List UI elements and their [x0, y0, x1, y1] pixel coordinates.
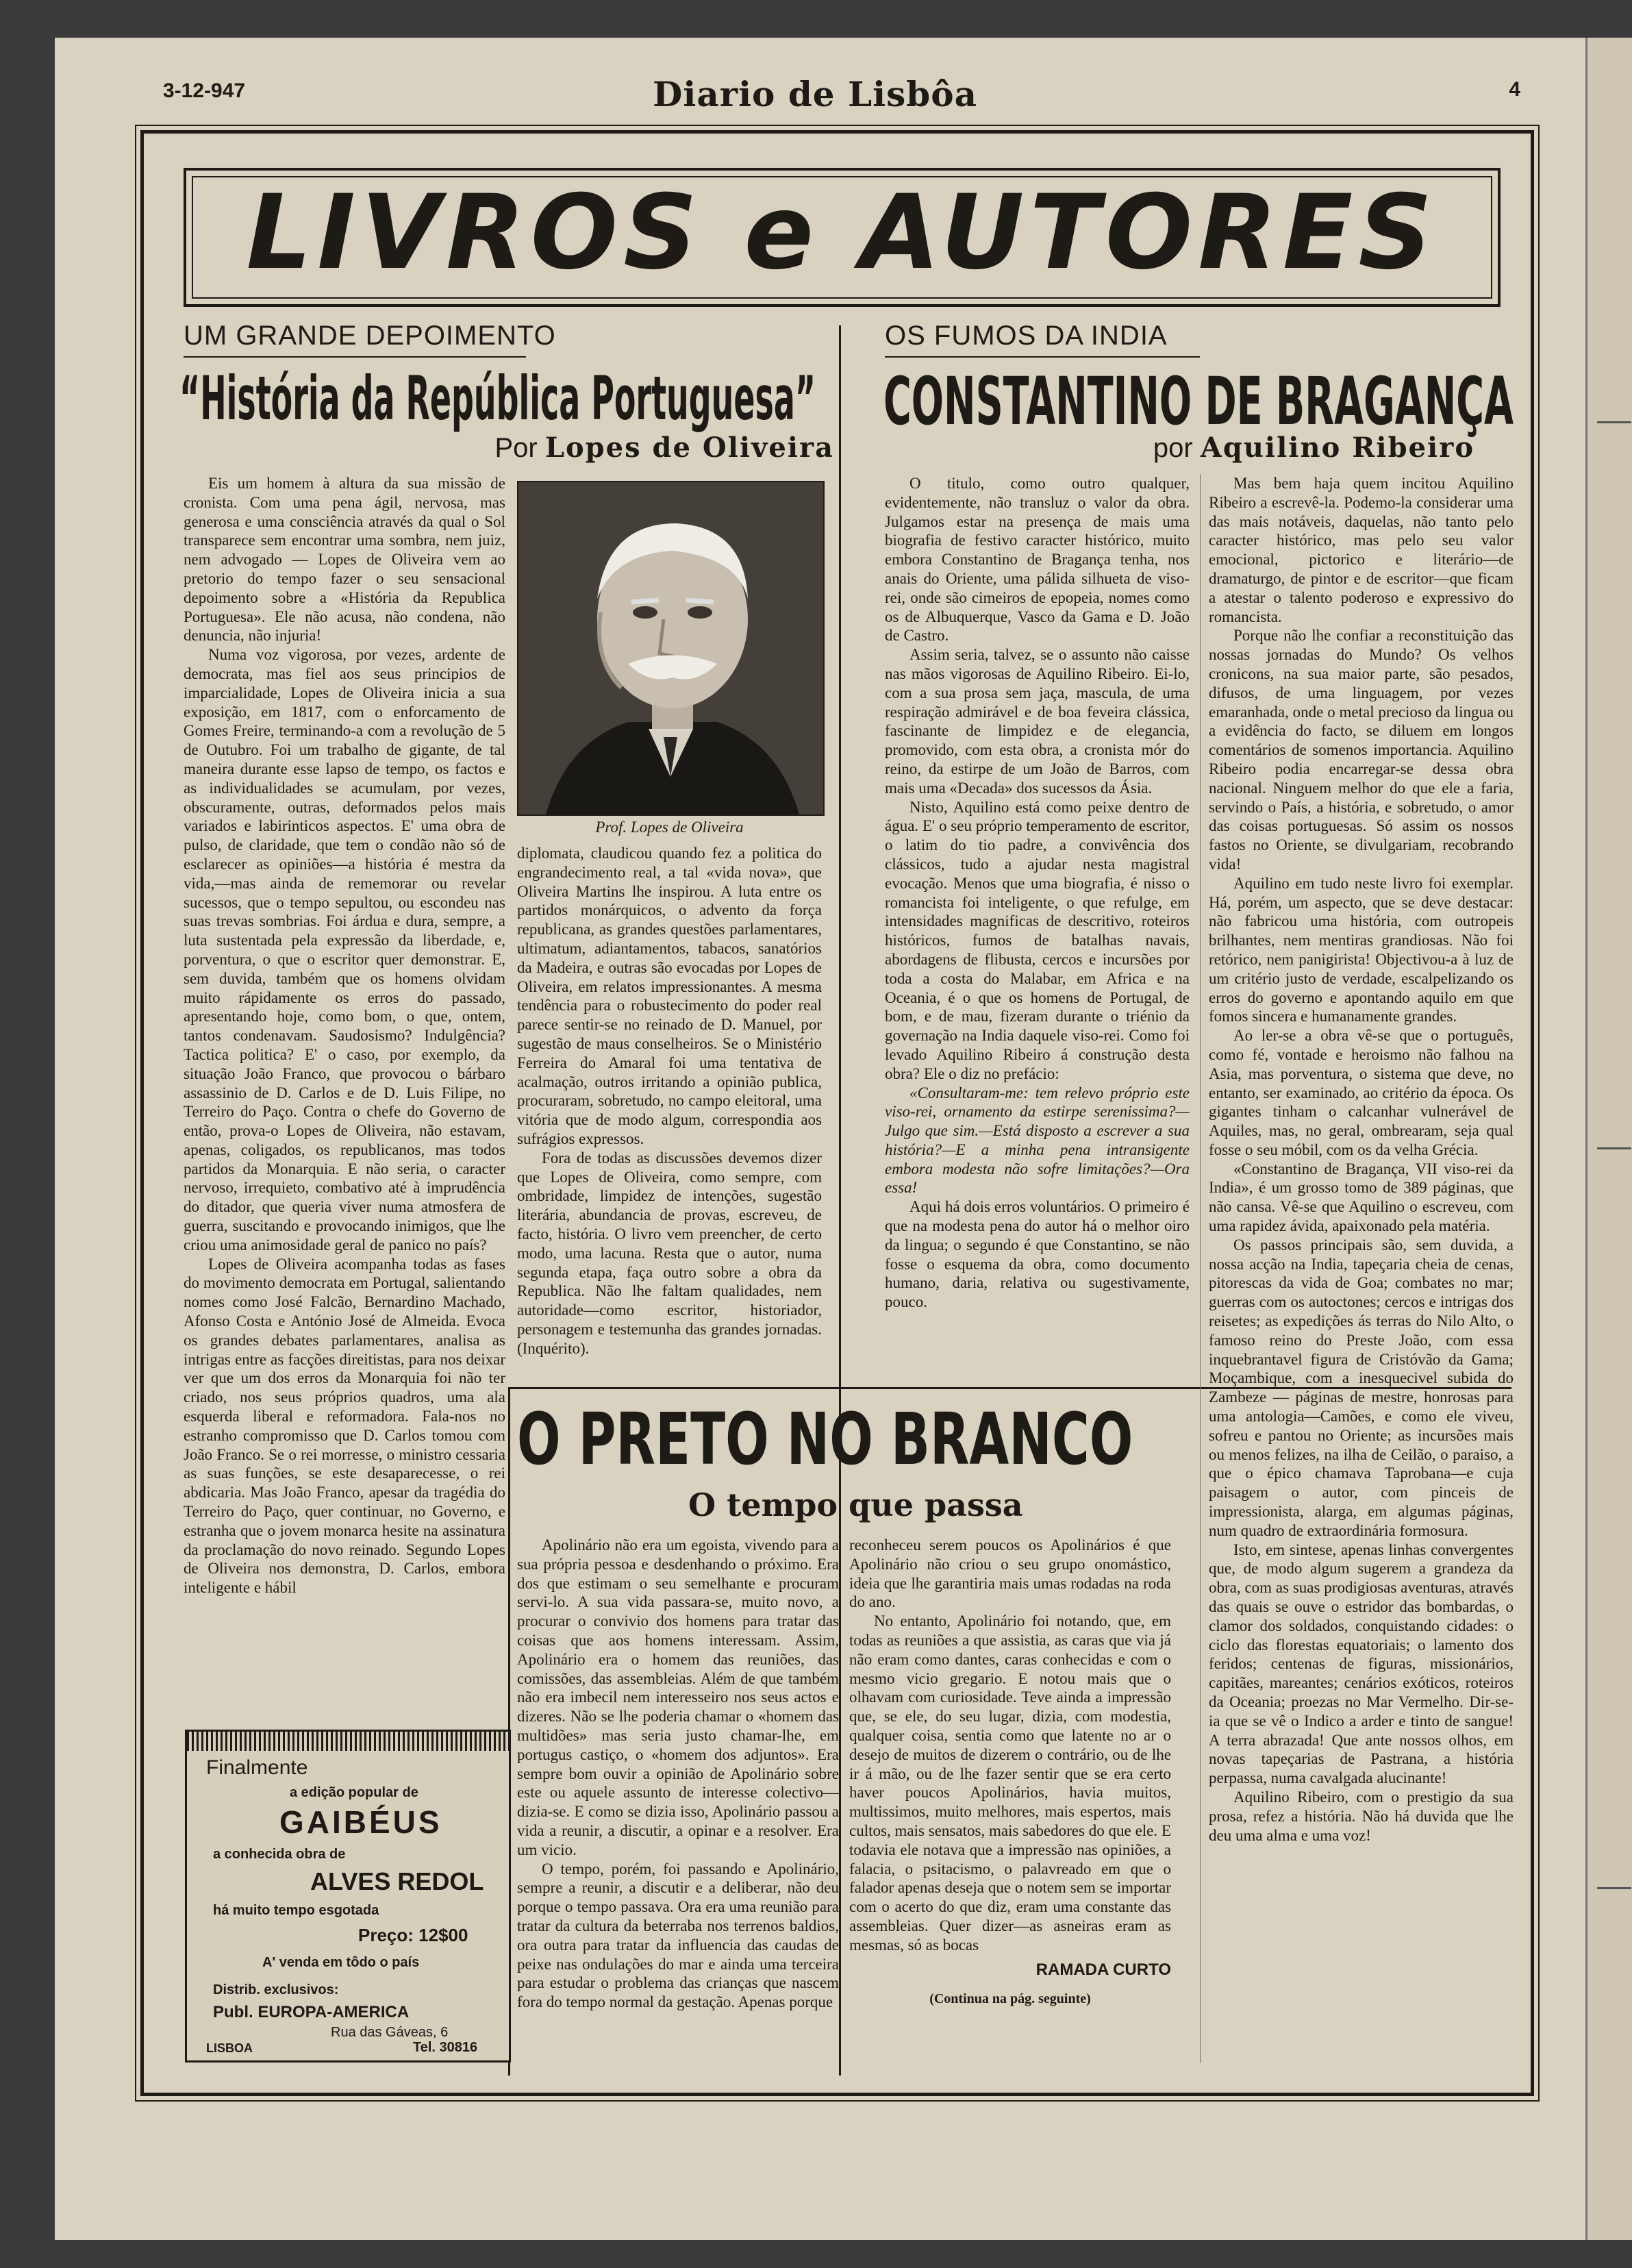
- paragraph: «Consultaram-me: tem relevo próprio este viso-rei, ornamento da estirpe serenissima?—Julgo que sim.—Está disposto a escrever a sua história?—E a minha pena intransigente embora modesta não sofre limitações?—Ora essa!: [885, 1084, 1190, 1197]
- book-advertisement: [185, 1730, 511, 2063]
- ad-phone: Tel. 30816: [413, 2040, 478, 2055]
- ad-book-title: GAIBÉUS: [279, 1804, 442, 1840]
- right-article-col2: [1209, 474, 1514, 2070]
- ad-author: ALVES REDOL: [310, 1867, 484, 1895]
- left-headline: “História da República Portuguesa”: [179, 363, 816, 434]
- paragraph: Numa voz vigorosa, por vezes, ardente de democrata, mas fiel aos seus principios de imparcialidade, Lopes de Oliveira inicia a sua exposição, em 1817, com o enforcamento de Gomes Freire, terminando-a com a revolução de 5 de Outubro. Foi um trabalho de gigante, de tal maneira durante esse lapso de tempo, os factos e as individualidades se acumulam, por vezes, obscuramente, outras, deformados pelos mais variados e labirinticos aspectos. E' uma obra de pulso, de claridade, que tem o condão não só de esclarecer as opiniões—a história é mestra da vida,—mas ainda de rememorar ou revelar sucessos, que o tempo sepultou, ou escondeu nas suas trevas sombrias. Foi árdua e dura, sempre, a luta sustentada pela expressão da liberdade, e, porventura, o que o escritor quer demonstrar. E, sem duvida, também que os homens olvidam muito rápidamente os erros do passado, apresentando hoje, como bom, o que, ontem, tantos condenavam. Saudosismo? Indulgência? Tactica politica? E' o caso, por exemplo, da situação João Franco, que provocou o bárbaro assassinio de D. Carlos e de D. Luis Filipe, no Terreiro do Paço. Contra o chefe do Governo de então, prova-o Lopes de Oliveira, não estavam, apenas, coligados, os republicanos, mas todos partidos da Monarquia. E não seria, o caracter nervoso, irrequieto, combativo até à imprudência do ditador, que queria viver numa atmosfera de guerra, suscitando e provocando inimigos, que lhe criou uma animosidade geral de panico no país?: [184, 646, 505, 1254]
- left-kicker: UM GRANDE DEPOIMENTO: [184, 321, 556, 351]
- center-column-rule: [839, 325, 841, 2076]
- ad-distributor: Publ. EUROPA-AMERICA: [213, 2003, 410, 2021]
- newspaper-name: Diario de Lisbôa: [652, 74, 978, 114]
- left-byline-author: Lopes de Oliveira: [544, 432, 834, 464]
- left-article-col2: [517, 844, 822, 1378]
- author-photo: [517, 481, 825, 816]
- paragraph: Aqui há dois erros voluntários. O primeiro é que na modesta pena do autor há o melhor oiro da lingua; o segundo é que Constantino, se não fosse o esquema da obra, como documento humano, daria, relativa ou sugestivamente, pouco.: [885, 1198, 1190, 1311]
- paragraph: Lopes de Oliveira acompanha todas as fases do movimento democrata em Portugal, salientando nomes como José Falcão, Bernardino Machado, Afonso Costa e António José de Almeida. Evoca os grandes debates parlamentares, analisa as intrigas entre as facções direitistas, para nos deixar ver que um dos erros da Monarquia foi não ter criado, nos seus próprios quadros, uma ala esquerda liberal e reformadora. Fala-nos no estranho compromisso que D. Carlos tomou com João Franco. Se o rei morresse, o ministro cessaria as suas funções, se este desaparecesse, o rei abdicaria. Mas João Franco, apesar da tragédia do Terreiro do Paço, quer continuar, no Governo, e estranha que o jovem monarca hesite na assinatura da proclamação do novo reinado. Segundo Lopes de Oliveira nos demonstra, D. Carlos, embora inteligente e hábil: [184, 1255, 505, 1597]
- paragraph: Apolinário não era um egoista, vivendo para a sua própria pessoa e desdenhando o próximo. Era dos que estimam o seu semelhante e procuram servi-lo. A sua vida passara-se, muito novo, a procurar o convivio dos homens para tratar das coisas que aos homens interessam. Assim, Apolinário era o homem das reuniões, das comissões, das assembleias. Além de que também não era imbecil nem interesseiro nos seus actos e dizeres. Não se lhe poderia chamar o «homem das multidões» mas seria justo chamar-lhe, em portugus castiço, o «homem dos adjuntos». Era sempre bom ouvir a opinião de Apolinário sobre este ou aquele assunto de interesse colectivo—dizia-se. E como se dizia isso, Apolinário passou a vida a reunir, a discutir, a opinar e a resolver. Era um vicio.: [517, 1536, 839, 1858]
- paragraph: Isto, em sintese, apenas linhas convergentes que, de modo algum sugerem a grandeza da obra, com as suas prodigiosas aventuras, através das quais se ouve o estridor das bombardas, o clamor dos soldados, conquistando cidades: o ciclo das florestas equatoriais; o lamento dos feridos; centenas de figuras, missionários, capitães, mareantes; cenários exóticos, roteiros da Oceania; proezas no Mar Vermelho. Dir-se-ia que se vê o Indico a arder e tinto de sangue! A terra abrazada! Que ante nossos olhos, em novas tapeçarias de Pastrana, a história perpassa, numa cavalgada alucinante!: [1209, 1541, 1514, 1787]
- left-byline-prefix: Por: [494, 433, 538, 463]
- issue-date: 3-12-947: [163, 79, 246, 102]
- right-kicker-underline: [885, 356, 1200, 358]
- paragraph: Aquilino Ribeiro, com o prestigio da sua prosa, refez a história. Não há duvida que lhe deu uma alma e uma voz!: [1209, 1788, 1514, 1844]
- paragraph: Assim seria, talvez, se o assunto não caisse nas mãos vigorosas de Aquilino Ribeiro. Ei-lo, com a sua prosa sem jaça, mascula, de uma respiração admirável e de boa feveira clássica, fascinante de limpidez e de elegancia, promovido, com esta obra, a cronista mór do reino, da estirpe de um João de Barros, com mais uma «Decada» dos sucessos da Ásia.: [885, 646, 1190, 797]
- right-kicker: OS FUMOS DA INDIA: [885, 321, 1168, 351]
- paragraph: No entanto, Apolinário foi notando, que, em todas as reuniões a que assistia, as caras que via já não eram como dantes, caras conhecidas e com o mesmo vicio gregario. E notou mais que o olhavam com curiosidade. Teve ainda a impressão que, se ele, do seu lugar, dizia, com modestia, qualquer coisa, sentia como que latente no ar o desejo de muitos de dizerem o contrário, ou de lhe ir á mão, ou de lhe fazer sentir que se era certo haver poucos Apolinários, havia muitos, multissimos, muito melhores, mais espertos, mais cultos, mais sensatos, mais sabedores do que ele. E todavia ele notava que a impressão nas opiniões, a falacia, o psitacismo, o palavreado em que o falador apenas deseja que o notem sem se importar com o acerto do que diz, eram uma constante das assembleias. Quer dizer—as asneiras eram as mesmas, só as bocas: [849, 1612, 1171, 1954]
- paragraph: Aquilino em tudo neste livro foi exemplar. Há, porém, um aspecto, que se deve destacar: não fabricou uma história, com outropeis brilhantes, nem mentiras grandiosas. Não foi retórico, nem panigirista! Objectivou-a à luz de um critério justo de verdade, escalpelizando os erros do governo e apontando aquilo em que fomos sincera e humanamente grandes.: [1209, 874, 1514, 1025]
- right-article-col1: [885, 474, 1190, 1382]
- ad-line-esgotada: há muito tempo esgotada: [213, 1903, 379, 1918]
- ad-address: Rua das Gáveas, 6: [331, 2025, 449, 2040]
- paragraph: Nisto, Aquilino está como peixe dentro de água. E' o seu próprio temperamento de escritor, o latim do tio padre, a convivência dos clássicos, tudo a ajudar nesta magistral evocação. Menos que uma biografia, é nisso o romancista foi inteligente, o que refulge, em intensidades magnificas de descritivo, roteiros históricos, fumos de batalhas navais, abordagens de flibusta, cercos e incursões por toda a costa do Malabar, em Africa e na Oceania, é o que os homens de Portugal, de bom, e de mau, fizeram durante o triénio da governação na India daquele viso-rei. Como foi levado Aquilino Ribeiro á construção desta obra? Ele o diz no prefácio:: [885, 798, 1190, 1082]
- left-kicker-underline: [184, 356, 526, 358]
- paragraph: Porque não lhe confiar a reconstituição das nossas jornadas do Mundo? Os velhos cronicons, na sua maior parte, são pesados, difusos, de uma linguagem, por vezes emaranhada, onde o metal precioso da lingua ou a evidência do facto, se diluem em longos comentários de somenos importancia. Aquilino Ribeiro podia encarregar-se dessa obra nacional. Ninguem melhor do que ele a faria, servindo o País, a história, e sobretudo, o amor das coisas portuguesas. Só assim os nossos fastos no Oriente, se divulgariam, recobrando vida!: [1209, 627, 1514, 873]
- ad-city: LISBOA: [206, 2041, 253, 2055]
- ad-line-conhecida: a conhecida obra de: [213, 1847, 346, 1862]
- ad-line-venda: A' venda em tôdo o país: [262, 1955, 420, 1970]
- right-headline: CONSTANTINO DE BRAGANÇA: [883, 363, 1514, 440]
- ad-line-finalmente: Finalmente: [206, 1756, 308, 1779]
- paragraph: Ao ler-se a obra vê-se que o português, como fé, vontade e heroismo não falhou na Asia, mas porventura, o sistema que deve, no entanto, ser examinado, ao critério da época. Os gigantes tinham o calcanhar vulnerável de Aquiles, mas, no geral, ombrearam, seja qual fosse o seu móbil, com os da velha Grécia.: [1209, 1027, 1514, 1158]
- adjacent-page-edge: [1585, 38, 1632, 2240]
- ad-price: Preço: 12$00: [358, 1925, 468, 1945]
- author-portrait-image: [518, 482, 823, 814]
- author-signature: RAMADA CURTO: [1035, 1960, 1171, 1979]
- right-byline: [1153, 432, 1474, 464]
- paragraph: «Constantino de Bragança, VII viso-rei da India», é um grosso tomo de 389 páginas, que não cansa. Vê-se que Aquilino o escreveu, com uma rapidez ávida, apaixonado pela matéria.: [1209, 1160, 1514, 1235]
- photo-caption: Prof. Lopes de Oliveira: [595, 819, 744, 836]
- section-banner: [184, 168, 1501, 307]
- paragraph: reconheceu serem poucos os Apolinários é que Apolinário não criou o seu grupo onomástico, ideia que lhe garantiria mais umas rodadas na roda do ano.: [849, 1536, 1171, 1611]
- bottom-article-col2: [849, 1536, 1171, 2070]
- ad-line-edicao: a edição popular de: [290, 1785, 418, 1800]
- left-article-col1: [184, 474, 505, 1693]
- masthead: [110, 74, 1520, 115]
- ad-line-distrib: Distrib. exclusivos:: [213, 1982, 339, 1997]
- continuation-note: (Continua na pág. seguinte): [929, 1991, 1091, 2007]
- right-byline-author: Aquilino Ribeiro: [1200, 432, 1474, 464]
- page-number: 4: [1509, 78, 1520, 101]
- right-inner-column-rule: [1200, 474, 1201, 2063]
- paragraph: Fora de todas as discussões devemos dizer que Lopes de Oliveira, como sempre, com ombridade, limpidez de intenções, sugestão literária, abundancia de provas, escreveu, de facto, história. O livro vem preencher, de certo modo, uma lacuna. Resta que o autor, numa segunda etapa, faça outro sobre a obra da Republica. Não lhe faltam qualidades, nem autoridade—como escritor, historiador, personagem e testemunha das grandes jornadas. (Inquérito).: [517, 1149, 822, 1357]
- ad-top-hatch: [187, 1732, 509, 1751]
- left-byline: [495, 432, 835, 464]
- section-title: LIVROS e AUTORES: [246, 173, 1438, 292]
- paragraph: Eis um homem à altura da sua missão de cronista. Com uma pena ágil, nervosa, mas generosa e uma consciência através da qual o Sol transparece sem encontrar uma sombra, nem juiz, nem advogado — Lopes de Oliveira vem ao pretorio do tempo fazer o seu sensacional depoimento sobre a «História da Republica Portuguesa». Ele não acusa, não condena, não denuncia, não injuria!: [184, 475, 505, 645]
- paragraph: Mas bem haja quem incitou Aquilino Ribeiro a escrevê-la. Podemo-la considerar uma das mais notáveis, daquelas, não tanto pelo caracter histórico, mas pelo seu valor emocional, pictorico e literário—de dramaturgo, de pintor e de escritor—que ficam a atestar o talento poderoso e expressivo do romancista.: [1209, 475, 1514, 625]
- paragraph: O tempo, porém, foi passando e Apolinário, sempre a reunir, a discutir e a deliberar, não deu porque o tempo passava. Ora era uma reunião para tratar da cultura da beterraba nos terrenos baldios, ora outra para tratar da influencia das caudas de peixe nas ondulações do mar e ainda uma terceira para estudar o problema das crianças que nascem fora do tempo normal da gestação. Apenas porque: [517, 1860, 839, 2011]
- bottom-subheadline: O tempo que passa: [688, 1486, 1023, 1523]
- right-byline-prefix: por: [1153, 433, 1193, 463]
- paragraph: Os passos principais são, sem duvida, a nossa acção na India, tapeçaria cheia de cenas, pitorescas da vida de Goa; combates no mar; guerras com os autoctones; cercos e intrigas dos reisetes; as expedições ás terras do Nilo Alto, o famoso reino do Preste João, com essa inquebrantavel figura de Cristóvão da Gama; Moçambique, com a inesquecivel subida do Zambeze — páginas de mestre, honrosas para uma antologia—Camões, e como ele viveu, sofreu e pantou no Oriente; as incursões mais ou menos felizes, na ilha de Ceilão, o paraiso, a que o épico chamava Taprobana—e cuja paisagem o autor, com pinceis de impressionista, alarga, em algumas páginas, num quadro de extraordinária formosura.: [1209, 1236, 1514, 1539]
- paragraph: diplomata, claudicou quando fez a politica do engrandecimento real, a tal «vida nova», que Oliveira Martins lhe inspirou. A luta entre os partidos monárquicos, o advento da força republicana, as grandes questões parlamentares, ultimatum, adiantamentos, tabacos, sanatórios da Madeira, e outras são evocadas por Lopes de Oliveira, em relatos impressionantes. A mesma tendência para o robustecimento do poder real parece sentir-se no reinado de D. Manuel, por sugestão de maus conselheiros. Se o Ministério Ferreira do Amaral foi uma tentativa de acalmação, outros irritando a opinião publica, procuraram, sobretudo, no campo eleitoral, uma vitória que de modo algum, correspondia aos sufrágios expressos.: [517, 845, 822, 1147]
- paragraph: O titulo, como outro qualquer, evidentemente, não transluz o valor da obra. Julgamos estar na presença de mais uma biografia de festivo caracter histórico, muito embora Constantino de Bragança tenha, nos anais do Oriente, uma pálida silhueta de viso-rei, onde são cimeiros de epopeia, nomes como os de Albuquerque, Vasco da Gama e D. João de Castro.: [885, 475, 1190, 645]
- bottom-article-col1: [517, 1536, 839, 2063]
- bottom-headline: O PRETO NO BRANCO: [517, 1397, 1133, 1481]
